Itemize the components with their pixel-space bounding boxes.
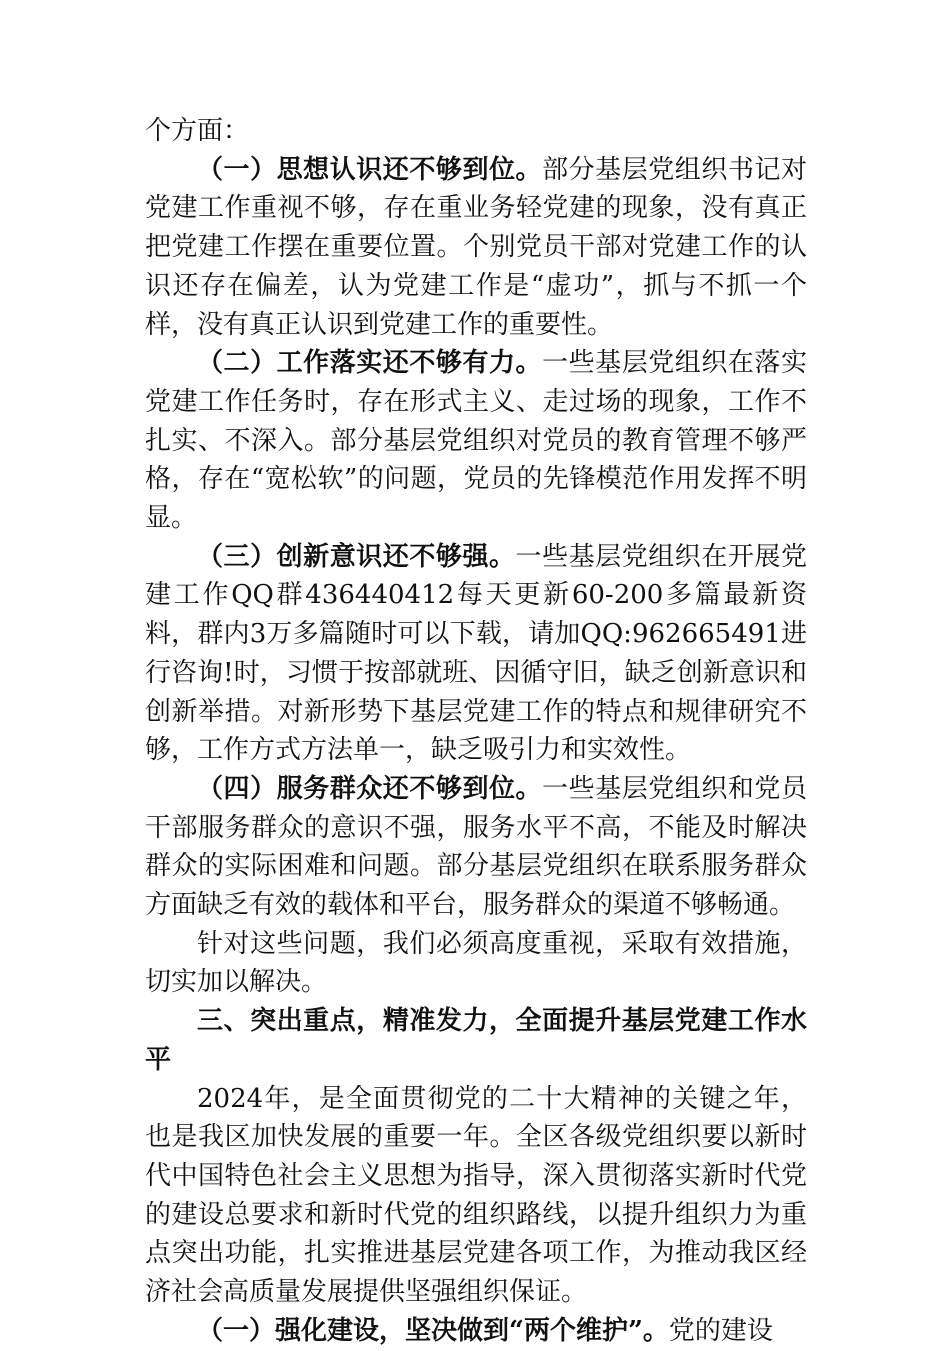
issue-1-title: （一）思想认识还不够到位。	[197, 154, 543, 185]
issue-2-title: （二）工作落实还不够有力。	[197, 348, 543, 379]
paragraph-continuation: 个方面：	[145, 116, 250, 146]
issue-4-title: （四）服务群众还不够到位。	[197, 773, 543, 804]
paragraph-task-1	[145, 1312, 807, 1351]
issue-1-text: 部分基层党组织书记对党建工作重视不够，存在重业务轻党建的现象，没有真正把党建工作摆在重要位置。个别党员干部对党建工作的认识还存在偏差，认为党建工作是“虚功”，抓与不抓一个样，没有真正认识到党建工作的重要性。	[145, 154, 807, 340]
paragraph-issue-2	[145, 344, 807, 538]
paragraph-issue-3	[145, 538, 807, 770]
task-1-title: （一）强化建设，坚决做到“两个维护”。	[197, 1315, 669, 1346]
task-1-text: 党的建设	[668, 1315, 773, 1346]
issue-4-text: 一些基层党组织和党员干部服务群众的意识不强，服务水平不高，不能及时解决群众的实际困难和问题。部分基层党组织在联系服务群众方面缺乏有效的载体和平台，服务群众的渠道不够畅通。	[145, 773, 807, 921]
paragraph-issue-1	[145, 151, 807, 345]
issue-2-text: 一些基层党组织在落实党建工作任务时，存在形式主义、走过场的现象，工作不扎实、不深入。部分基层党组织对党员的教育管理不够严格，存在“宽松软”的问题，党员的先锋模范作用发挥不明显。	[145, 348, 807, 534]
issue-3-text: 一些基层党组织在开展党建工作QQ群436440412每天更新60-200多篇最新资料，群内3万多篇随时可以下载，请加QQ:962665491进行咨询!时，习惯于按部就班、因循守旧，缺乏创新意识和创新举措。对新形势下基层党建工作的特点和规律研究不够，工作方式方法单一，缺乏吸引力和实效性。	[145, 541, 807, 766]
section-heading-3: 三、突出重点，精准发力，全面提升基层党建工作水平	[145, 1006, 807, 1075]
issue-3-title: （三）创新意识还不够强。	[197, 541, 516, 572]
paragraph-section-3-intro: 2024年，是全面贯彻党的二十大精神的关键之年，也是我区加快发展的重要一年。全区各级党组织要以新时代中国特色社会主义思想为指导，深入贯彻落实新时代党的建设总要求和新时代党的组织路线，以提升组织力为重点突出功能，扎实推进基层党建各项工作，为推动我区经济社会高质量发展提供坚强组织保证。	[145, 1083, 807, 1308]
paragraph-issue-4	[145, 770, 807, 925]
document-body	[145, 112, 807, 1351]
paragraph-summary: 针对这些问题，我们必须高度重视，采取有效措施，切实加以解决。	[145, 928, 807, 998]
